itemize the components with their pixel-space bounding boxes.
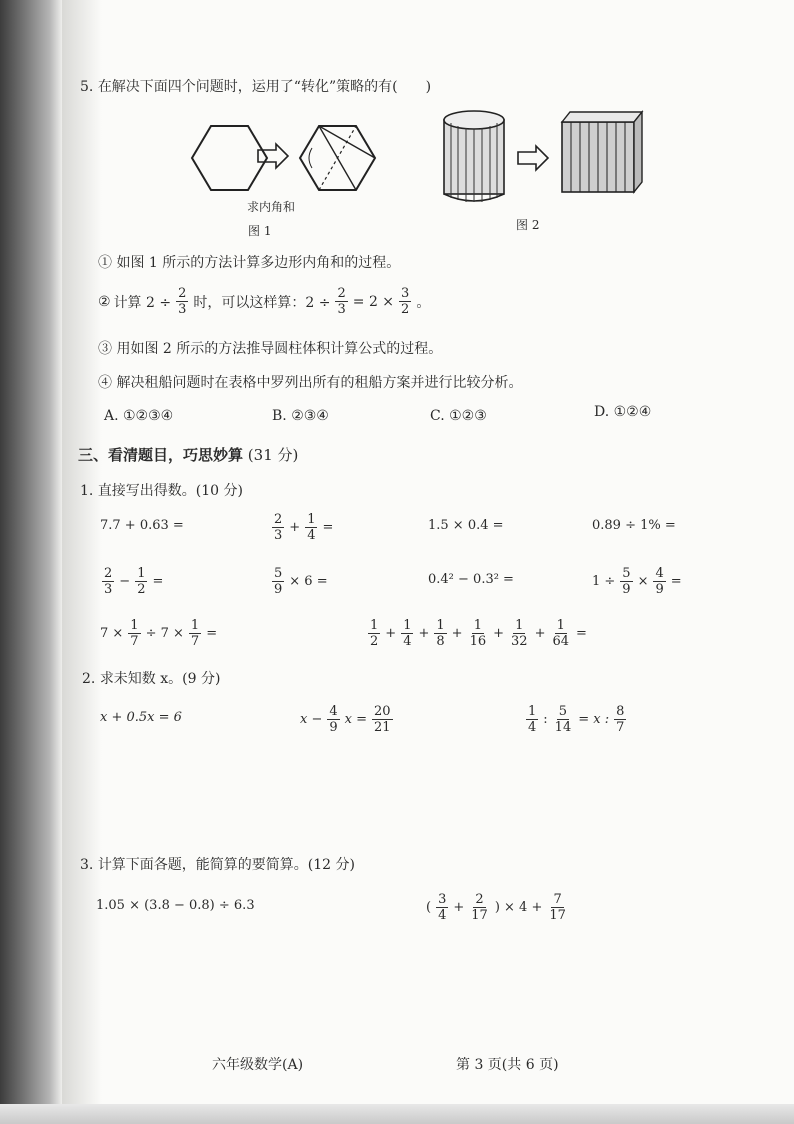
option-4-text: 解决租船问题时在表格中罗列出所有的租船方案并进行比较分析。 xyxy=(116,375,523,391)
q5-stem xyxy=(80,76,431,96)
choice-b[interactable]: B. ②③④ xyxy=(272,408,329,424)
figure1-note: 求内角和 xyxy=(247,200,296,214)
p2-heading xyxy=(82,668,220,688)
expr-10: $\frac{1}{2}$ + $\frac{1}{4}$ + $\frac{1}{8}$ + $\frac{1}{16}$ + $\frac{1}{32}$ + $\frac{1}{64}$ = xyxy=(370,618,587,649)
q5-option-2 xyxy=(98,286,430,317)
expr-8: 1 ÷ $\frac{5}{9}$ × $\frac{4}{9}$ = xyxy=(592,566,682,597)
option-2-eq: = 2 × xyxy=(352,293,395,310)
p2-title: 求未知数 x。(9 分) xyxy=(99,671,221,687)
option-2-end: 。 xyxy=(416,294,431,311)
figure1-hexagons xyxy=(172,118,382,198)
expr-1: 7.7 + 0.63 = xyxy=(100,518,184,533)
choice-d[interactable]: D. ①②④ xyxy=(594,404,652,420)
equation-2: x − $\frac{4}{9}$ x = $\frac{20}{21}$ xyxy=(300,704,391,735)
q5-option-3 xyxy=(98,338,442,358)
calc-2: ( $\frac{3}{4}$ + $\frac{2}{17}$ ) × 4 + $\frac{7}{17}$ xyxy=(426,892,566,923)
option-3-text: 用如图 2 所示的方法推导圆柱体积计算公式的过程。 xyxy=(116,341,443,357)
calc-1: 1.05 × (3.8 − 0.8) ÷ 6.3 xyxy=(96,898,255,913)
section-3-title: 三、看清题目，巧思妙算 xyxy=(78,446,244,464)
p3-number: 3. xyxy=(80,857,94,873)
p3-heading xyxy=(80,854,355,874)
section-3-points: (31 分) xyxy=(247,446,299,464)
expr-9: 7 × $\frac{1}{7}$ ÷ 7 × $\frac{1}{7}$ = xyxy=(100,618,218,649)
expr-6: $\frac{5}{9}$ × 6 = xyxy=(274,566,328,597)
footer-subject: 六年级数学(A) xyxy=(212,1057,304,1073)
option-1-text: 如图 1 所示的方法计算多边形内角和的过程。 xyxy=(116,255,401,271)
equation-1: x + 0.5x = 6 xyxy=(100,710,182,725)
scan-shadow-edge xyxy=(0,0,62,1124)
figure2-caption: 图 2 xyxy=(516,218,540,232)
choice-a[interactable]: A. ①②③④ xyxy=(104,408,174,424)
p2-number: 2. xyxy=(82,671,96,687)
q5-stem-text: 在解决下面四个问题时，运用了“转化”策略的有( ) xyxy=(97,79,432,95)
p1-title: 直接写出得数。(10 分) xyxy=(97,483,244,499)
choice-c[interactable]: C. ①②③ xyxy=(430,408,487,424)
option-4-mark: ④ xyxy=(98,375,112,391)
section-3-header xyxy=(78,444,298,465)
expr-7: 0.4² − 0.3² = xyxy=(428,572,514,587)
figure1-caption: 图 1 xyxy=(248,224,272,238)
p3-title: 计算下面各题，能简算的要简算。(12 分) xyxy=(97,857,355,873)
option-2-pre: 计算 2 ÷ xyxy=(113,294,172,311)
expr-5: $\frac{2}{3}$ − $\frac{1}{2}$ = xyxy=(104,566,164,597)
option-2-mark: ② xyxy=(98,293,111,310)
option-1-mark: ① xyxy=(98,255,112,271)
option-2-mid: 时，可以这样算：2 ÷ xyxy=(193,294,331,311)
q5-option-4 xyxy=(98,372,522,392)
p1-number: 1. xyxy=(80,483,94,499)
scan-shadow-fade xyxy=(62,0,102,1124)
expr-3: 1.5 × 0.4 = xyxy=(428,518,504,533)
scan-bottom-edge xyxy=(0,1104,794,1124)
figure2-cylinder xyxy=(440,108,650,204)
q5-option-1 xyxy=(98,252,400,272)
fraction-three-halves: $\frac{3}{2}$ xyxy=(401,286,410,317)
fraction-two-thirds: $\frac{2}{3}$ xyxy=(178,286,187,317)
p1-heading xyxy=(80,480,243,500)
footer-page-number: 第 3 页(共 6 页) xyxy=(456,1057,559,1073)
equation-3: $\frac{1}{4}$ : $\frac{5}{14}$ = x : $\frac{8}{7}$ xyxy=(528,704,625,735)
expr-2: $\frac{2}{3}$ + $\frac{1}{4}$ = xyxy=(274,512,334,543)
option-3-mark: ③ xyxy=(98,341,112,357)
expr-4: 0.89 ÷ 1% = xyxy=(592,518,676,533)
q5-number: 5. xyxy=(80,79,94,95)
fraction-two-thirds-b: $\frac{2}{3}$ xyxy=(337,286,346,317)
